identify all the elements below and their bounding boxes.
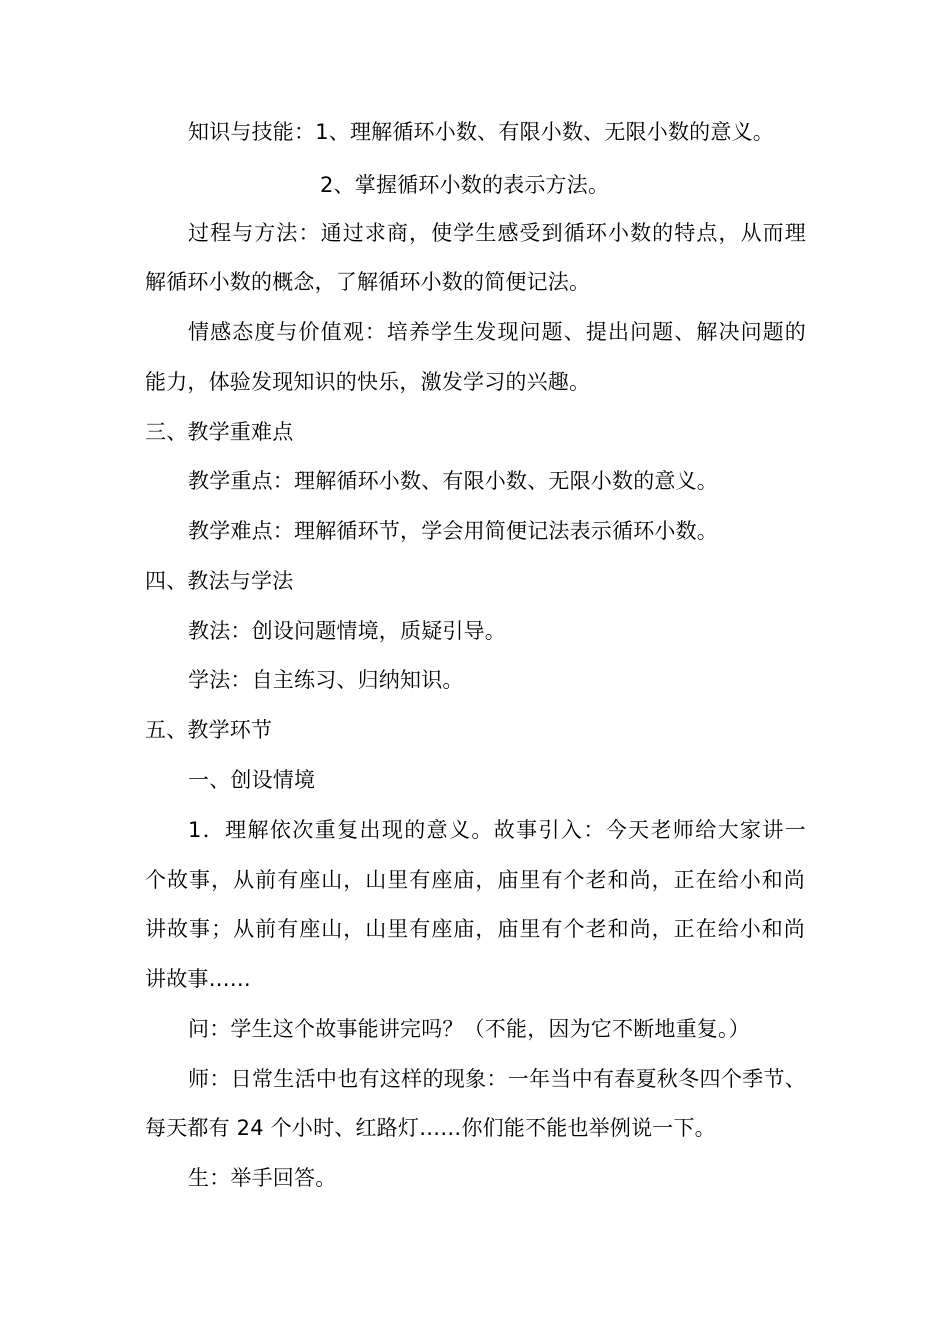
objective-knowledge-line-2: 2、掌握循环小数的表示方法。: [320, 173, 610, 197]
section-heading-key-points: 三、教学重难点: [145, 420, 294, 444]
objective-process-line-2: 解循环小数的概念，了解循环小数的简便记法。: [145, 270, 591, 294]
story-line-2: 个故事，从前有座山，山里有座庙，庙里有个老和尚，正在给小和尚: [145, 868, 805, 892]
objective-attitude-line-2: 能力，体验发现知识的快乐，激发学习的兴趣。: [145, 370, 591, 394]
question-line: 问：学生这个故事能讲完吗？（不能，因为它不断地重复。）: [188, 1017, 750, 1041]
teacher-line-1: 师：日常生活中也有这样的现象：一年当中有春夏秋冬四个季节、: [188, 1067, 806, 1091]
objective-process-line-1: 过程与方法：通过求商，使学生感受到循环小数的特点，从而理: [188, 221, 806, 245]
story-line-1: 1．理解依次重复出现的意义。故事引入：今天老师给大家讲一: [188, 818, 806, 842]
story-line-3: 讲故事；从前有座山，山里有座庙，庙里有个老和尚，正在给小和尚: [145, 917, 805, 941]
teaching-method-line: 教法：创设问题情境，质疑引导。: [188, 619, 506, 643]
student-line: 生：举手回答。: [188, 1166, 337, 1190]
key-point-line: 教学重点：理解循环小数、有限小数、无限小数的意义。: [188, 469, 718, 493]
subsection-heading-scenario: 一、创设情境: [188, 768, 316, 792]
story-line-4: 讲故事……: [145, 967, 251, 991]
section-heading-methods: 四、教法与学法: [145, 569, 294, 593]
difficult-point-line: 教学难点：理解循环节，学会用简便记法表示循环小数。: [188, 519, 718, 543]
teacher-line-2: 每天都有 24 个小时、红路灯……你们能不能也举例说一下。: [145, 1116, 716, 1140]
section-heading-procedure: 五、教学环节: [145, 718, 273, 742]
objective-attitude-line-1: 情感态度与价值观：培养学生发现问题、提出问题、解决问题的: [188, 320, 806, 344]
objective-knowledge-line-1: 知识与技能：1、理解循环小数、有限小数、无限小数的意义。: [188, 120, 774, 144]
learning-method-line: 学法：自主练习、归纳知识。: [188, 668, 464, 692]
